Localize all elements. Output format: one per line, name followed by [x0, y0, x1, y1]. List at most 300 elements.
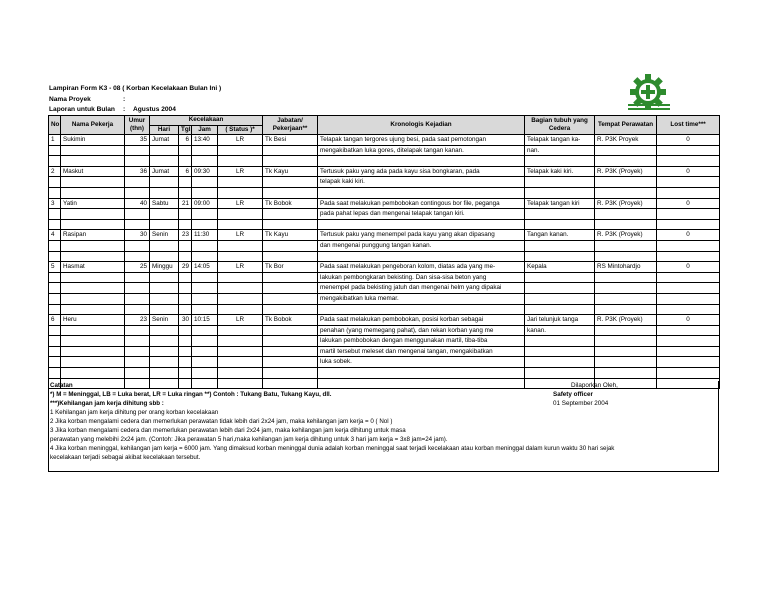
table-cell: Rasipan [61, 230, 125, 241]
table-cell [192, 272, 218, 283]
table-cell: Pada saat melakukan pembobokan, posisi korban sebagai [318, 315, 525, 326]
col-lost: Lost time*** [657, 116, 720, 135]
col-kecelakaan: Kecelakaan [150, 116, 263, 126]
table-cell [657, 209, 720, 220]
table-row [49, 209, 720, 220]
table-cell [192, 293, 218, 304]
notes-line: *) M = Meninggal, LB = Luka berat, LR = Luka ringan **) Contoh : Tukang Batu, Tukang Kayu, dll. [50, 391, 332, 398]
table-cell: R. P3K Proyek [595, 135, 657, 146]
table-cell [263, 177, 318, 188]
table-cell: 11:30 [192, 230, 218, 241]
table-cell [218, 293, 263, 304]
table-cell: 09:30 [192, 166, 218, 177]
col-status: ( Status )* [218, 125, 263, 135]
table-cell: Senin [150, 315, 179, 326]
table-row [49, 325, 720, 336]
table-cell [595, 251, 657, 262]
table-cell [49, 346, 61, 357]
table-cell [595, 336, 657, 347]
table-cell [192, 251, 218, 262]
table-cell [218, 304, 263, 315]
table-cell [263, 209, 318, 220]
table-cell [657, 336, 720, 347]
table-cell [218, 336, 263, 347]
table-cell [192, 219, 218, 230]
table-cell: 36 [125, 166, 150, 177]
table-cell: Sabtu [150, 198, 179, 209]
notes-title: Catatan [50, 382, 73, 389]
table-cell [595, 187, 657, 198]
table-cell [525, 336, 595, 347]
col-tgl: Tgl [179, 125, 192, 135]
table-cell [49, 145, 61, 156]
table-cell [218, 251, 263, 262]
table-row [49, 262, 720, 273]
table-cell [125, 336, 150, 347]
notes-line: ***)Kehilangan jam kerja dihitung sbb : [50, 400, 164, 407]
table-cell [192, 304, 218, 315]
table-cell [263, 272, 318, 283]
table-cell [49, 240, 61, 251]
table-cell [125, 251, 150, 262]
table-cell: pada pahat lepas dan mengenai telapak tangan kiri. [318, 209, 525, 220]
accident-table [48, 115, 720, 389]
table-cell: 40 [125, 198, 150, 209]
table-cell [125, 272, 150, 283]
table-row [49, 304, 720, 315]
table-cell: 3 [49, 198, 61, 209]
table-row [49, 230, 720, 241]
table-cell: LR [218, 135, 263, 146]
table-cell [61, 357, 125, 368]
table-cell [192, 187, 218, 198]
table-cell [179, 368, 192, 379]
table-cell [218, 156, 263, 167]
table-cell: Senin [150, 230, 179, 241]
table-cell [150, 346, 179, 357]
table-cell [657, 272, 720, 283]
table-cell: R. P3K (Proyek) [595, 166, 657, 177]
table-cell [49, 357, 61, 368]
table-cell [61, 336, 125, 347]
table-cell: R. P3K (Proyek) [595, 230, 657, 241]
table-cell [525, 346, 595, 357]
table-cell: Tk Kayu [263, 166, 318, 177]
table-cell [525, 283, 595, 294]
table-cell: 0 [657, 315, 720, 326]
table-cell [150, 283, 179, 294]
table-cell: 30 [125, 230, 150, 241]
table-cell [61, 251, 125, 262]
table-cell [150, 251, 179, 262]
report-date: 01 September 2004 [553, 400, 609, 407]
table-cell [657, 304, 720, 315]
table-row [49, 283, 720, 294]
table-cell [595, 368, 657, 379]
table-cell: Tertusuk paku yang menempel pada kayu yang akan dipasang [318, 230, 525, 241]
table-cell [595, 283, 657, 294]
table-cell: Jumat [150, 166, 179, 177]
table-cell: dan mengenai punggung tangan kanan. [318, 240, 525, 251]
table-cell [61, 368, 125, 379]
table-cell [150, 156, 179, 167]
table-cell [657, 346, 720, 357]
table-cell [150, 304, 179, 315]
table-cell [525, 272, 595, 283]
table-cell [61, 177, 125, 188]
table-cell [179, 346, 192, 357]
table-cell [192, 283, 218, 294]
table-cell [192, 240, 218, 251]
table-cell [125, 325, 150, 336]
table-cell [263, 336, 318, 347]
table-cell [595, 325, 657, 336]
table-cell [61, 187, 125, 198]
table-cell [595, 357, 657, 368]
table-cell [150, 209, 179, 220]
table-cell: 5 [49, 262, 61, 273]
table-cell [263, 346, 318, 357]
table-cell [263, 156, 318, 167]
table-cell [61, 209, 125, 220]
table-cell: Heru [61, 315, 125, 326]
table-cell: 10:15 [192, 315, 218, 326]
form-title: Lampiran Form K3 - 08 ( Korban Kecelakaan Bulan Ini ) [49, 85, 222, 92]
table-cell [657, 293, 720, 304]
table-cell [125, 156, 150, 167]
table-cell: 6 [179, 135, 192, 146]
table-cell: Tk Bobok [263, 198, 318, 209]
col-bagian: Bagian tubuh yang Cedera [525, 116, 595, 135]
table-cell [150, 368, 179, 379]
notes-line: perawatan yang melebihi 2x24 jam. (Contoh: Jika perawatan 5 hari,maka kehilangan jam kerja dihitung untuk 3 hari jam kerja = 3x8 jam=24 jam). [50, 436, 448, 443]
table-cell [49, 272, 61, 283]
table-cell: Tk Bobok [263, 315, 318, 326]
table-cell [49, 368, 61, 379]
table-cell [525, 177, 595, 188]
table-cell [525, 209, 595, 220]
table-cell: Telapak kaki kiri. [525, 166, 595, 177]
col-umur: Umur (thn) [125, 116, 150, 135]
table-cell [179, 187, 192, 198]
table-cell [192, 325, 218, 336]
table-cell [125, 293, 150, 304]
table-cell [61, 219, 125, 230]
table-cell: 30 [179, 315, 192, 326]
report-colon: : [123, 106, 126, 113]
col-kronologis: Kronologis Kejadian [318, 116, 525, 135]
table-row [49, 219, 720, 230]
project-label: Nama Proyek [49, 96, 91, 103]
table-cell [179, 357, 192, 368]
table-cell [125, 368, 150, 379]
table-cell: 4 [49, 230, 61, 241]
notes-section [48, 381, 719, 472]
table-row [49, 293, 720, 304]
table-cell [263, 251, 318, 262]
table-row [49, 135, 720, 146]
table-cell [263, 293, 318, 304]
reported-by: Dilaporkan Oleh, [571, 382, 618, 389]
table-cell [125, 357, 150, 368]
notes-line: kecelakaan terjadi sebagai akibat kecelakaan tersebut. [50, 454, 201, 461]
table-cell [49, 293, 61, 304]
table-cell [150, 293, 179, 304]
table-cell [595, 272, 657, 283]
table-cell [125, 283, 150, 294]
table-cell [318, 187, 525, 198]
table-cell [49, 283, 61, 294]
table-cell [218, 187, 263, 198]
table-cell [61, 325, 125, 336]
table-cell: 0 [657, 198, 720, 209]
table-cell [179, 336, 192, 347]
table-cell [150, 219, 179, 230]
table-cell [263, 145, 318, 156]
table-cell: Yatin [61, 198, 125, 209]
table-cell [525, 240, 595, 251]
table-cell [595, 346, 657, 357]
table-cell [657, 145, 720, 156]
table-row [49, 166, 720, 177]
table-cell [657, 283, 720, 294]
table-cell: Tangan kanan. [525, 230, 595, 241]
table-cell [218, 368, 263, 379]
table-cell [263, 219, 318, 230]
table-cell: 2 [49, 166, 61, 177]
table-cell: menempel pada bekisting jatuh dan mengenai helm yang dipakai [318, 283, 525, 294]
table-cell [150, 240, 179, 251]
table-cell: mengakibatkan luka gores, ditelapak tangan kanan. [318, 145, 525, 156]
table-cell [125, 145, 150, 156]
table-cell: nan. [525, 145, 595, 156]
table-cell: lakukan pembongkaran bekisting. Dan sisa-sisa beton yang [318, 272, 525, 283]
report-value: Agustus 2004 [133, 106, 176, 113]
table-cell: LR [218, 315, 263, 326]
table-cell [192, 336, 218, 347]
table-cell [218, 283, 263, 294]
table-cell [61, 346, 125, 357]
table-cell: 6 [179, 166, 192, 177]
table-cell [218, 145, 263, 156]
table-cell [179, 145, 192, 156]
table-cell [49, 219, 61, 230]
table-cell [595, 156, 657, 167]
table-cell [595, 145, 657, 156]
col-no: No [49, 116, 61, 135]
table-cell: 0 [657, 230, 720, 241]
table-cell: LR [218, 166, 263, 177]
table-cell [595, 304, 657, 315]
table-cell: 25 [125, 262, 150, 273]
table-cell [218, 346, 263, 357]
table-cell [525, 368, 595, 379]
table-cell [125, 240, 150, 251]
table-cell [218, 177, 263, 188]
table-cell [179, 304, 192, 315]
table-cell: Pada saat melakukan pembobokan contingous bor file, peganga [318, 198, 525, 209]
table-cell [49, 304, 61, 315]
table-cell: 0 [657, 135, 720, 146]
gear-cross-logo [628, 72, 668, 112]
table-cell: LR [218, 198, 263, 209]
table-cell [525, 251, 595, 262]
table-cell [49, 251, 61, 262]
table-cell [125, 346, 150, 357]
table-cell [192, 346, 218, 357]
table-cell: LR [218, 230, 263, 241]
table-cell: mengakibatkan luka memar. [318, 293, 525, 304]
table-cell [263, 240, 318, 251]
table-cell [218, 272, 263, 283]
table-cell: lakukan pembobokan dengan menggunakan martil, tiba-tiba [318, 336, 525, 347]
table-cell [192, 177, 218, 188]
table-cell [179, 325, 192, 336]
table-cell [525, 187, 595, 198]
table-row [49, 198, 720, 209]
table-cell: Kepala [525, 262, 595, 273]
project-colon: : [123, 96, 126, 103]
table-cell [525, 156, 595, 167]
table-row [49, 368, 720, 379]
table-row [49, 272, 720, 283]
table-cell [179, 209, 192, 220]
table-cell [595, 240, 657, 251]
table-cell [49, 325, 61, 336]
table-cell [318, 156, 525, 167]
table-cell [263, 283, 318, 294]
table-cell [318, 251, 525, 262]
table-cell [192, 156, 218, 167]
table-cell [318, 368, 525, 379]
table-cell [125, 219, 150, 230]
table-cell: Hasmat [61, 262, 125, 273]
col-nama: Nama Pekerja [61, 116, 125, 135]
logo-caption-line [628, 108, 670, 110]
safety-officer: Safety officer [553, 391, 593, 398]
table-cell [192, 145, 218, 156]
table-cell [218, 240, 263, 251]
table-cell [61, 272, 125, 283]
table-cell: 0 [657, 262, 720, 273]
table-cell [125, 209, 150, 220]
table-cell: 09:00 [192, 198, 218, 209]
table-cell [192, 357, 218, 368]
table-cell [179, 177, 192, 188]
table-cell [318, 219, 525, 230]
table-cell [150, 325, 179, 336]
table-cell [218, 325, 263, 336]
table-cell: R. P3K (Proyek) [595, 315, 657, 326]
table-row [49, 156, 720, 167]
table-cell [61, 304, 125, 315]
table-cell [150, 177, 179, 188]
table-cell: Jari telunjuk tanga [525, 315, 595, 326]
table-cell [525, 304, 595, 315]
table-cell [179, 156, 192, 167]
table-cell: 6 [49, 315, 61, 326]
table-cell [263, 304, 318, 315]
table-cell: 29 [179, 262, 192, 273]
table-cell [657, 219, 720, 230]
table-cell [49, 177, 61, 188]
table-row [49, 346, 720, 357]
table-cell: kanan. [525, 325, 595, 336]
table-cell [61, 240, 125, 251]
col-tempat: Tempat Perawatan [595, 116, 657, 135]
table-cell [657, 368, 720, 379]
table-cell [61, 156, 125, 167]
col-jabatan: Jabatan/ Pekerjaan** [263, 116, 318, 135]
table-cell: 21 [179, 198, 192, 209]
table-cell [179, 272, 192, 283]
table-cell: 35 [125, 135, 150, 146]
table-cell [657, 325, 720, 336]
table-cell: Tk Bor [263, 262, 318, 273]
table-cell [218, 209, 263, 220]
col-jam: Jam [192, 125, 218, 135]
table-cell [125, 177, 150, 188]
table-cell [179, 219, 192, 230]
table-cell [525, 219, 595, 230]
table-cell: R. P3K (Proyek) [595, 198, 657, 209]
table-cell [595, 219, 657, 230]
table-cell: martil tersebut meleset dan mengenai tangan, mengakibatkan [318, 346, 525, 357]
logo-caption-line [628, 104, 670, 106]
notes-line: 3 Jika korban mengalami cedera dan memerlukan perawatan lebih dari 2x24 jam, maka kehilangan jam kerja dihitung untuk masa [50, 427, 406, 434]
table-cell [595, 209, 657, 220]
table-cell [179, 240, 192, 251]
table-cell: Tk Besi [263, 135, 318, 146]
table-cell [525, 357, 595, 368]
table-cell [657, 177, 720, 188]
table-cell: RS Mintohardjo [595, 262, 657, 273]
table-cell [263, 187, 318, 198]
table-cell: 23 [179, 230, 192, 241]
notes-line: 4 Jika korban meninggal, kehilangan jam kerja = 6000 jam. Yang dimaksud korban meninggal dunia adalah korban meninggal saat terjadi kecelakaan atau korban meninggal dalam kurun waktu 30 hari sejak [50, 445, 615, 452]
table-cell [150, 145, 179, 156]
table-cell [61, 145, 125, 156]
table-cell: 0 [657, 166, 720, 177]
table-cell: luka sobek. [318, 357, 525, 368]
table-cell [150, 187, 179, 198]
table-cell [318, 304, 525, 315]
table-cell [150, 336, 179, 347]
table-cell [192, 209, 218, 220]
report-row [49, 106, 176, 113]
table-cell [192, 368, 218, 379]
table-cell [595, 293, 657, 304]
table-cell: Telapak tangan tergores ujung besi, pada saat pemotongan [318, 135, 525, 146]
table-cell: 14:05 [192, 262, 218, 273]
table-cell: LR [218, 262, 263, 273]
table-row [49, 251, 720, 262]
table-cell [150, 272, 179, 283]
table-cell: Tk Kayu [263, 230, 318, 241]
table-body [49, 135, 720, 389]
table-cell [61, 293, 125, 304]
table-cell: 1 [49, 135, 61, 146]
table-cell [218, 219, 263, 230]
table-cell [49, 336, 61, 347]
table-cell: Sukimin [61, 135, 125, 146]
table-cell: telapak kaki kiri. [318, 177, 525, 188]
table-cell [595, 177, 657, 188]
table-row [49, 145, 720, 156]
table-cell [179, 251, 192, 262]
project-row [49, 96, 133, 103]
table-row [49, 240, 720, 251]
